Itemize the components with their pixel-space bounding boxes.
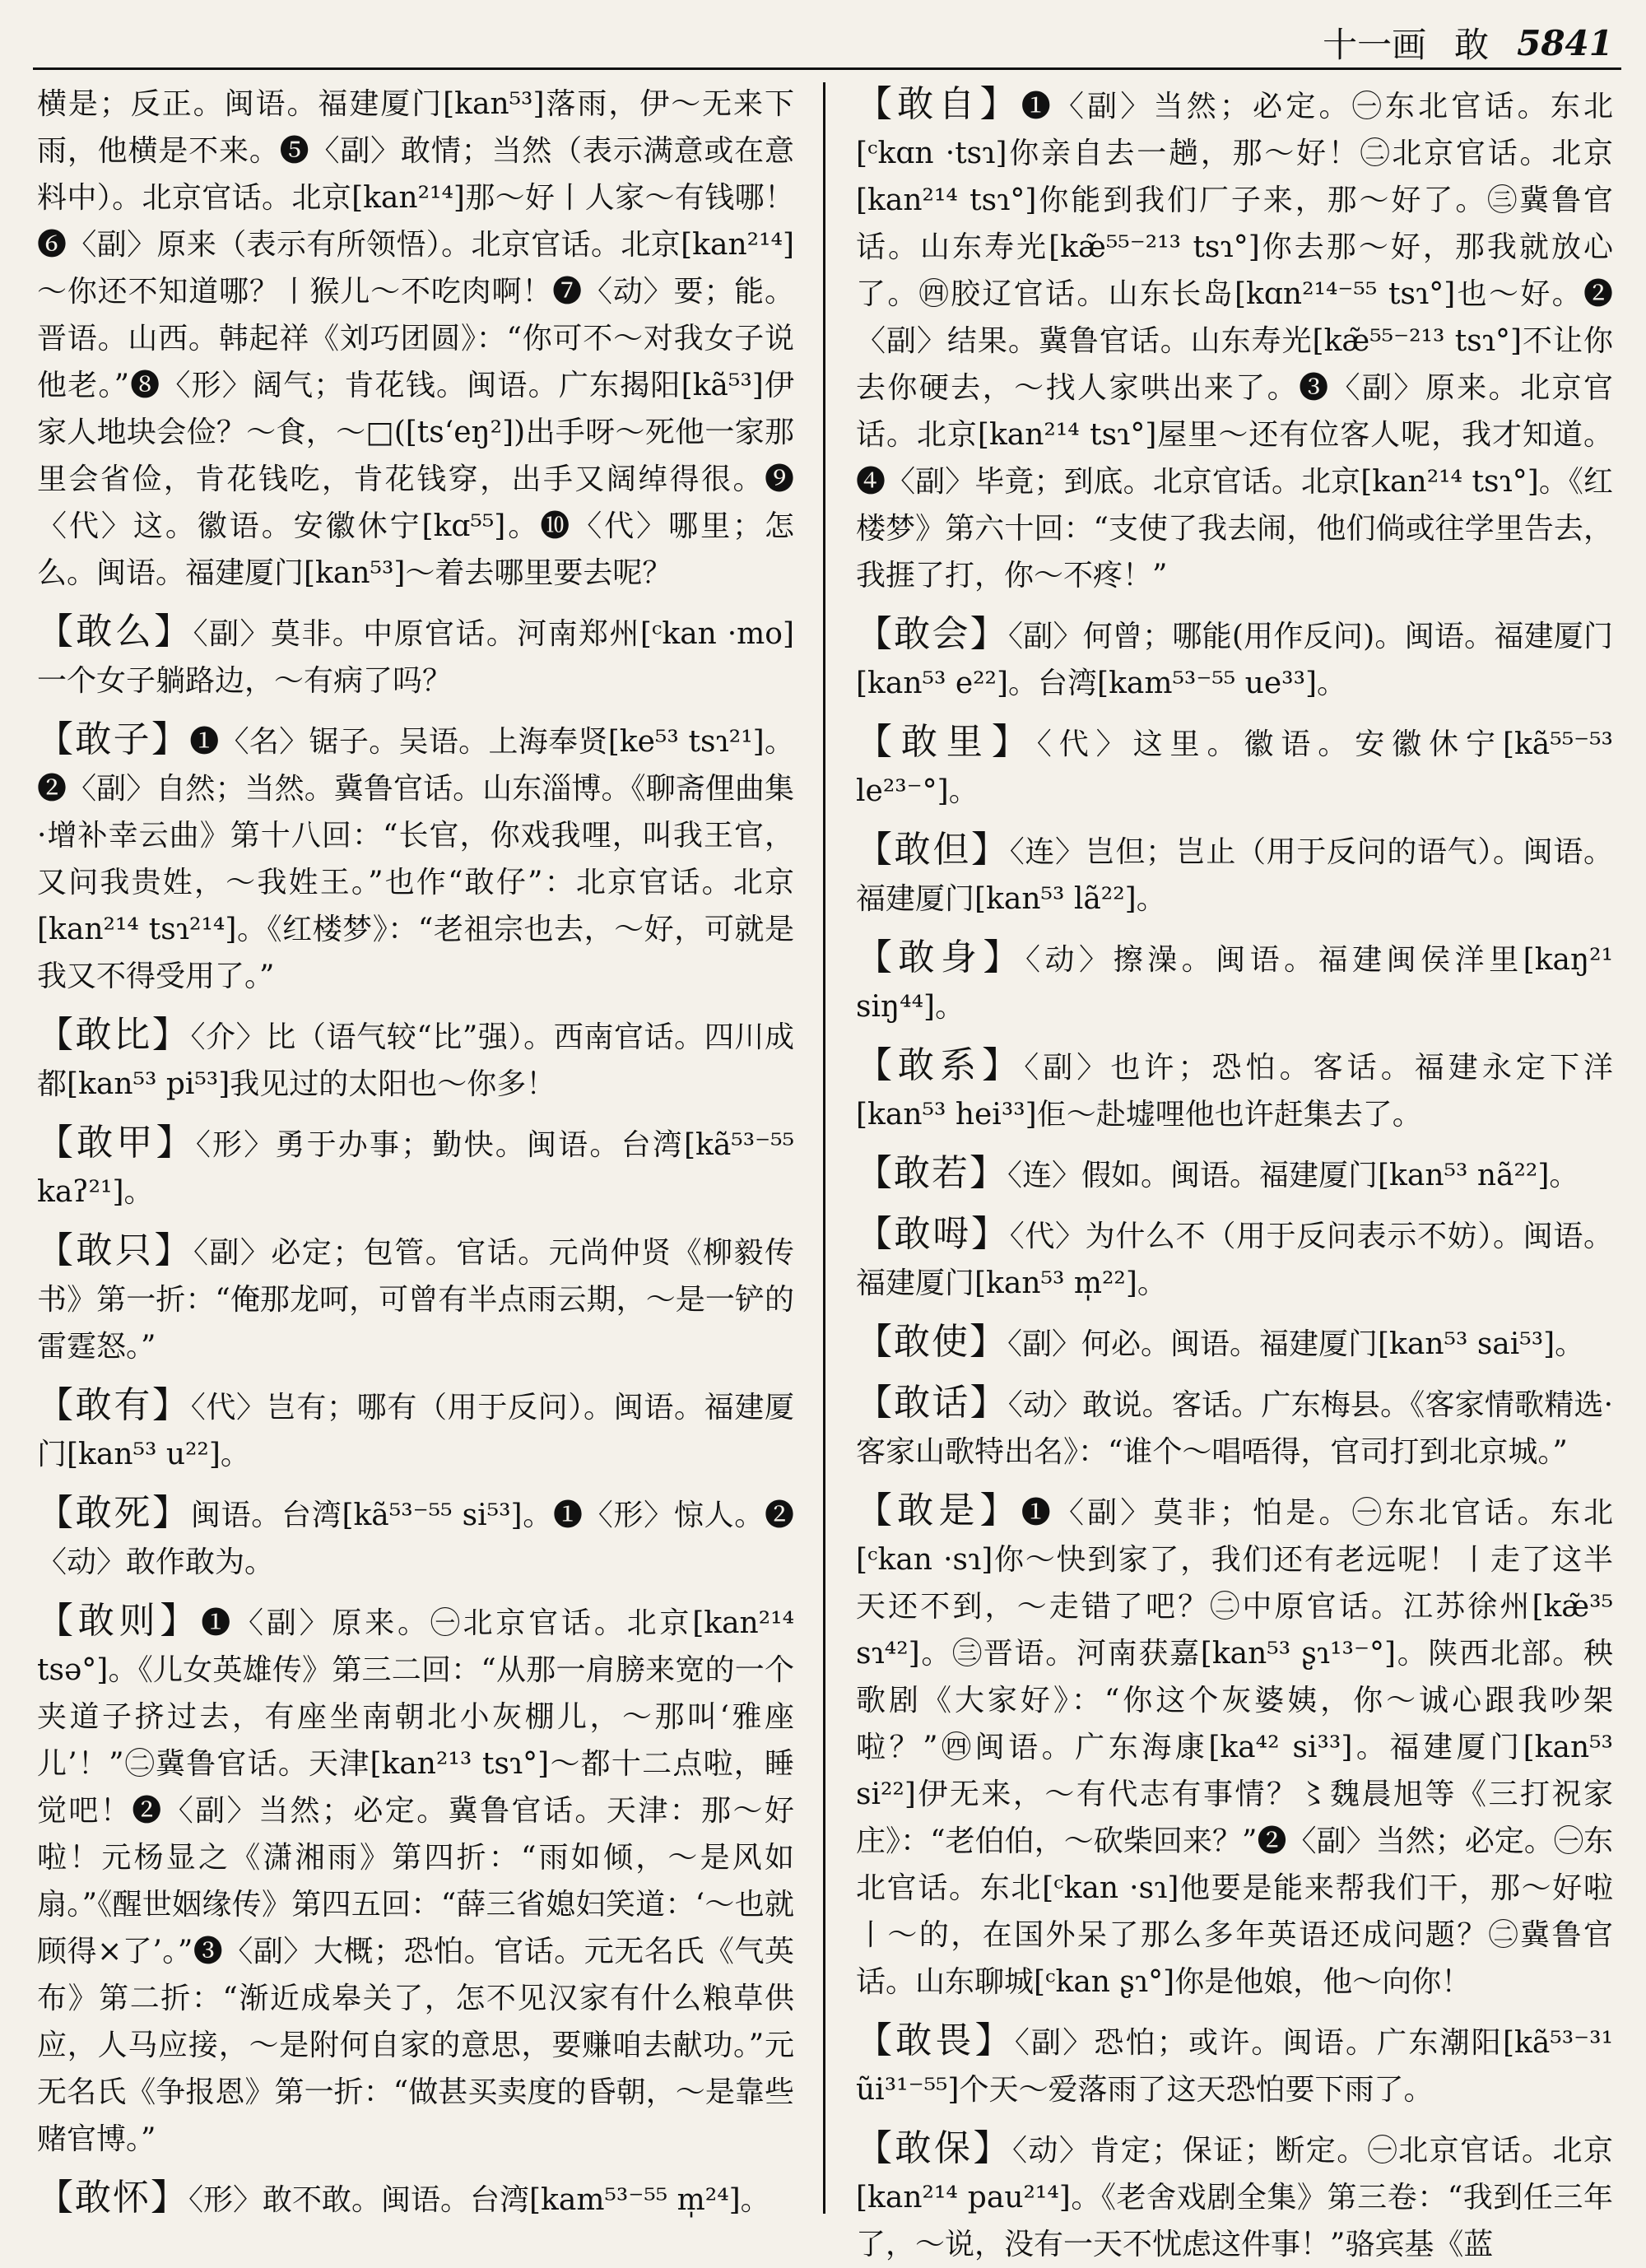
entry-definition: 〈形〉敢不敢。闽语。台湾[kam⁵³⁻⁵⁵ m̩²⁴]。 xyxy=(188,2183,770,2217)
entry-definition: 〈副〉莫非。中原官话。河南郑州[ᶜkan ·mo]一个女子躺路边，～有病了吗？ xyxy=(37,617,795,698)
entry-definition: 〈副〉何必。闽语。福建厦门[kan⁵³ sai⁵³]。 xyxy=(1007,1327,1585,1361)
dictionary-entry: 【敢里】〈代〉这里。徽语。安徽休宁[kã⁵⁵⁻⁵³ le²³⁻°]。 xyxy=(856,721,1613,808)
entry-definition: 闽语。台湾[kã⁵³⁻⁵⁵ si⁵³]。❶〈形〉惊人。❷〈动〉敢作敢为。 xyxy=(37,1499,794,1579)
dictionary-entry: 【敢只】〈副〉必定；包管。官话。元尚仲贤《柳毅传书》第一折：“俺那龙呵，可曾有半点雨云期，～是一铲的雷霆怒。” xyxy=(37,1229,795,1364)
entry-headword: 敢比 xyxy=(75,1014,152,1056)
entry-headword: 敢会 xyxy=(894,613,970,655)
entry-headword: 敢是 xyxy=(897,1490,980,1531)
entry-headword: 敢呣 xyxy=(894,1213,972,1255)
dictionary-entry: 【敢有】〈代〉岂有；哪有（用于反问）。闽语。福建厦门[kan⁵³ u²²]。 xyxy=(37,1384,795,1471)
header-rule xyxy=(33,67,1621,70)
left-entry-list xyxy=(37,608,794,2224)
entry-headword: 敢只 xyxy=(76,1229,155,1271)
entry-definition: 〈副〉恐怕；或许。闽语。广东潮阳[kã⁵³⁻³¹ ũi³¹⁻⁵⁵]个天～爱落雨了这天恐怕要下雨了。 xyxy=(856,2026,1614,2107)
right-column xyxy=(856,81,1614,2261)
entry-definition: 〈连〉假如。闽语。福建厦门[kan⁵³ nã²²]。 xyxy=(1007,1159,1579,1192)
dictionary-entry: 【敢则】❶〈副〉原来。㊀北京官话。北京[kan²¹⁴ tsə°]。《儿女英雄传》第三二回：“从那一肩膀来宽的一个夹道子挤过去，有座坐南朝北小灰棚儿，～那叫‘雅座儿’！”㊁冀鲁官话。天津[kan²¹³ tsɿ°]～都十二点啦，睡觉吧！❷〈副〉当然；必定。冀鲁官话。天津：那～好啦！元杨显之《潇湘雨》第四折：“雨如倾，～是风如扇。”《醒世姻缘传》第四五回：“薛三省媳妇笑道：‘～也就顾得×了’。”❸〈副〉大概；恐怕。官话。元无名氏《气英布》第二折：“渐近成皋关了，怎不见汉家有什么粮草供应，人马应接，～是附何自家的意思，要赚咱去献功。”元无名氏《争报恩》第一折：“做甚买卖度的昏朝，～是靠些赌官博。” xyxy=(37,1600,795,2156)
dictionary-entry: 【敢死】闽语。台湾[kã⁵³⁻⁵⁵ si⁵³]。❶〈形〉惊人。❷〈动〉敢作敢为。 xyxy=(37,1492,794,1579)
dictionary-entry: 【敢但】〈连〉岂但；岂止（用于反问的语气）。闽语。福建厦门[kan⁵³ lã²²]。 xyxy=(856,829,1614,916)
dictionary-entry: 【敢会】〈副〉何曾；哪能(用作反问)。闽语。福建厦门[kan⁵³ e²²]。台湾[kam⁵³⁻⁵⁵ ue³³]。 xyxy=(856,613,1614,700)
entry-headword: 敢但 xyxy=(894,829,972,871)
entry-definition: 〈代〉这里。徽语。安徽休宁[kã⁵⁵⁻⁵³ le²³⁻°]。 xyxy=(856,727,1613,808)
dictionary-entry: 【敢比】〈介〉比（语气较“比”强）。西南官话。四川成都[kan⁵³ pi⁵³]我见过的太阳也～你多！ xyxy=(37,1014,795,1101)
entry-headword: 敢子 xyxy=(75,718,151,760)
entry-definition: ❶〈副〉当然；必定。㊀东北官话。东北[ᶜkɑn ·tsɿ]你亲自去一趟，那～好！㊁北京官话。北京[kan²¹⁴ tsɿ°]你能到我们厂子来，那～好了。㊂冀鲁官话。山东寿光[kæ̃⁵⁵⁻²¹³ tsɿ°]你去那～好，那我就放心了。㊃胶辽官话。山东长岛[kɑn²¹⁴⁻⁵⁵ tsɿ°]也～好。❷〈副〉结果。冀鲁官话。山东寿光[kæ̃⁵⁵⁻²¹³ tsɿ°]不让你去你硬去，～找人家哄出来了。❸〈副〉原来。北京官话。北京[kan²¹⁴ tsɿ°]屋里～还有位客人呢，我才知道。❹〈副〉毕竟；到底。北京官话。北京[kan²¹⁴ tsɿ°]。《红楼梦》第六十回：“支使了我去闹，他们倘或往学里告去，我捱了打，你～不疼！” xyxy=(856,90,1614,593)
dictionary-entry: 【敢系】〈副〉也许；恐怕。客话。福建永定下洋[kan⁵³ hei³³]佢～赴墟哩他也许赶集去了。 xyxy=(856,1044,1613,1132)
dictionary-entry: 【敢自】❶〈副〉当然；必定。㊀东北官话。东北[ᶜkɑn ·tsɿ]你亲自去一趟，那～好！㊁北京官话。北京[kan²¹⁴ tsɿ°]你能到我们厂子来，那～好了。㊂冀鲁官话。山东寿光[kæ̃⁵⁵⁻²¹³ tsɿ°]你去那～好，那我就放心了。㊃胶辽官话。山东长岛[kɑn²¹⁴⁻⁵⁵ tsɿ°]也～好。❷〈副〉结果。冀鲁官话。山东寿光[kæ̃⁵⁵⁻²¹³ tsɿ°]不让你去你硬去，～找人家哄出来了。❸〈副〉原来。北京官话。北京[kan²¹⁴ tsɿ°]屋里～还有位客人呢，我才知道。❹〈副〉毕竟；到底。北京官话。北京[kan²¹⁴ tsɿ°]。《红楼梦》第六十回：“支使了我去闹，他们倘或往学里告去，我捱了打，你～不疼！” xyxy=(856,83,1614,593)
dictionary-entry: 【敢甲】〈形〉勇于办事；勤快。闽语。台湾[kã⁵³⁻⁵⁵ kaʔ²¹]。 xyxy=(37,1122,795,1209)
entry-headword: 敢甲 xyxy=(77,1122,156,1164)
right-entry-list xyxy=(856,81,1613,2268)
page-number: 5841 xyxy=(1517,22,1613,63)
dictionary-entry: 【敢子】❶〈名〉锯子。吴语。上海奉贤[ke⁵³ tsɿ²¹]。❷〈副〉自然；当然。冀鲁官话。山东淄博。《聊斋俚曲集·增补幸云曲》第十八回：“长官，你戏我哩，叫我王官，又问我贵姓，～我姓王。”也作“敢仔”：北京官话。北京[kan²¹⁴ tsɿ²¹⁴]。《红楼梦》：“老祖宗也去，～好，可就是我又不得受用了。” xyxy=(37,718,795,993)
dictionary-entry: 【敢是】❶〈副〉莫非；怕是。㊀东北官话。东北[ᶜkan ·sɿ]你～快到家了，我们还有老远呢！丨走了这半天还不到，～走错了吧？㊁中原官话。江苏徐州[kæ̃³⁵ sɿ⁴²]。㊂晋语。河南获嘉[kan⁵³ ʂɿ¹³⁻°]。陕西北部。秧歌剧《大家好》：“你这个灰婆姨，你～诚心跟我吵架啦？”㊃闽语。广东海康[ka⁴² si³³]。福建厦门[kan⁵³ si²²]伊无来，～有代志有事情？〻魏晨旭等《三打祝家庄》：“老伯伯，～砍柴回来？”❷〈副〉当然；必定。㊀东北官话。东北[ᶜkan ·sɿ]他要是能来帮我们干，那～好啦丨～的，在国外呆了那么多年英语还成问题？㊁冀鲁官话。山东聊城[ᶜkan ʂɿ°]你是他娘，他～向你！ xyxy=(856,1490,1614,1999)
entry-definition: 〈连〉岂但；岂止（用于反问的语气）。闽语。福建厦门[kan⁵³ lã²²]。 xyxy=(856,835,1614,916)
header-char: 敢 xyxy=(1454,25,1490,65)
entry-definition: 〈代〉岂有；哪有（用于反问）。闽语。福建厦门[kan⁵³ u²²]。 xyxy=(37,1391,795,1471)
dictionary-entry: 【敢话】〈动〉敢说。客话。广东梅县。《客家情歌精选·客家山歌特出名》：“谁个～唱唔得，官司打到北京城。” xyxy=(856,1382,1614,1469)
dictionary-entry: 【敢么】〈副〉莫非。中原官话。河南郑州[ᶜkan ·mo]一个女子躺路边，～有病了吗？ xyxy=(37,611,795,698)
page-header xyxy=(1218,18,1613,67)
dictionary-entry: 【敢保】〈动〉肯定；保证；断定。㊀北京官话。北京[kan²¹⁴ pau²¹⁴]。《老舍戏剧全集》第三卷：“我到任三年了，～说，没有一天不忧虑这件事！”骆宾基《蓝 xyxy=(856,2127,1614,2261)
entry-headword: 敢则 xyxy=(77,1600,160,1642)
dictionary-entry: 【敢身】〈动〉擦澡。闽语。福建闽侯洋里[kaŋ²¹ siŋ⁴⁴]。 xyxy=(856,936,1614,1024)
entry-definition: ❶〈名〉锯子。吴语。上海奉贤[ke⁵³ tsɿ²¹]。❷〈副〉自然；当然。冀鲁官话。山东淄博。《聊斋俚曲集·增补幸云曲》第十八回：“长官，你戏我哩，叫我王官，又问我贵姓，～我姓王。”也作“敢仔”：北京官话。北京[kan²¹⁴ tsɿ²¹⁴]。《红楼梦》：“老祖宗也去，～好，可就是我又不得受用了。” xyxy=(37,725,795,993)
dictionary-entry: 【敢怀】〈形〉敢不敢。闽语。台湾[kam⁵³⁻⁵⁵ m̩²⁴]。 xyxy=(37,2177,770,2219)
entry-headword: 敢系 xyxy=(898,1044,983,1086)
entry-headword: 敢畏 xyxy=(895,2019,975,2061)
entry-definition: 〈介〉比（语气较“比”强）。西南官话。四川成都[kan⁵³ pi⁵³]我见过的太阳也～你多！ xyxy=(37,1020,795,1101)
dictionary-entry: 【敢使】〈副〉何必。闽语。福建厦门[kan⁵³ sai⁵³]。 xyxy=(856,1321,1585,1363)
left-column xyxy=(37,81,795,2219)
entry-headword: 敢话 xyxy=(894,1382,970,1424)
entry-definition: 〈副〉必定；包管。官话。元尚仲贤《柳毅传书》第一折：“俺那龙呵，可曾有半点雨云期，～是一铲的雷霆怒。” xyxy=(37,1236,795,1364)
entry-headword: 敢身 xyxy=(898,936,983,978)
entry-definition: 〈副〉也许；恐怕。客话。福建永定下洋[kan⁵³ hei³³]佢～赴墟哩他也许赶集去了。 xyxy=(856,1051,1613,1132)
entry-definition: 〈动〉擦澡。闽语。福建闽侯洋里[kaŋ²¹ siŋ⁴⁴]。 xyxy=(856,943,1614,1024)
entry-definition: 〈动〉敢说。客话。广东梅县。《客家情歌精选·客家山歌特出名》：“谁个～唱唔得，官司打到北京城。” xyxy=(856,1388,1614,1469)
entry-headword: 敢保 xyxy=(895,2127,974,2169)
entry-headword: 敢自 xyxy=(897,83,980,125)
entry-headword: 敢么 xyxy=(76,611,155,653)
dictionary-entry: 【敢畏】〈副〉恐怕；或许。闽语。广东潮阳[kã⁵³⁻³¹ ũi³¹⁻⁵⁵]个天～爱落雨了这天恐怕要下雨了。 xyxy=(856,2019,1614,2107)
entry-headword: 敢若 xyxy=(894,1152,969,1194)
entry-definition: 〈代〉为什么不（用于反问表示不妨）。闽语。福建厦门[kan⁵³ m̩²²]。 xyxy=(856,1220,1614,1300)
entry-headword: 敢使 xyxy=(894,1321,969,1363)
entry-headword: 敢里 xyxy=(900,721,992,763)
dictionary-entry: 【敢若】〈连〉假如。闽语。福建厦门[kan⁵³ nã²²]。 xyxy=(856,1152,1579,1194)
entry-headword: 敢死 xyxy=(75,1492,153,1534)
dictionary-entry: 【敢呣】〈代〉为什么不（用于反问表示不妨）。闽语。福建厦门[kan⁵³ m̩²²]。 xyxy=(856,1213,1614,1300)
entry-headword: 敢怀 xyxy=(75,2177,151,2219)
entry-definition: 〈动〉肯定；保证；断定。㊀北京官话。北京[kan²¹⁴ pau²¹⁴]。《老舍戏剧全集》第三卷：“我到任三年了，～说，没有一天不忧虑这件事！”骆宾基《蓝 xyxy=(856,2134,1614,2261)
entry-definition: 〈副〉何曾；哪能(用作反问)。闽语。福建厦门[kan⁵³ e²²]。台湾[kam⁵³⁻⁵⁵ ue³³]。 xyxy=(856,620,1614,700)
section-label: 十一画 xyxy=(1323,25,1427,65)
column-divider xyxy=(823,82,825,2214)
entry-definition: 〈形〉勇于办事；勤快。闽语。台湾[kã⁵³⁻⁵⁵ kaʔ²¹]。 xyxy=(37,1128,795,1209)
entry-definition: ❶〈副〉原来。㊀北京官话。北京[kan²¹⁴ tsə°]。《儿女英雄传》第三二回：“从那一肩膀来宽的一个夹道子挤过去，有座坐南朝北小灰棚儿，～那叫‘雅座儿’！”㊁冀鲁官话。天津[kan²¹³ tsɿ°]～都十二点啦，睡觉吧！❷〈副〉当然；必定。冀鲁官话。天津：那～好啦！元杨显之《潇湘雨》第四折：“雨如倾，～是风如扇。”《醒世姻缘传》第四五回：“薛三省媳妇笑道：‘～也就顾得×了’。”❸〈副〉大概；恐怕。官话。元无名氏《气英布》第二折：“渐近成皋关了，怎不见汉家有什么粮草供应，人马应接，～是附何自家的意思，要赚咱去献功。”元无名氏《争报恩》第一折：“做甚买卖度的昏朝，～是靠些赌官博。” xyxy=(37,1606,795,2156)
entry-definition: ❶〈副〉莫非；怕是。㊀东北官话。东北[ᶜkan ·sɿ]你～快到家了，我们还有老远呢！丨走了这半天还不到，～走错了吧？㊁中原官话。江苏徐州[kæ̃³⁵ sɿ⁴²]。㊂晋语。河南获嘉[kan⁵³ ʂɿ¹³⁻°]。陕西北部。秧歌剧《大家好》：“你这个灰婆姨，你～诚心跟我吵架啦？”㊃闽语。广东海康[ka⁴² si³³]。福建厦门[kan⁵³ si²²]伊无来，～有代志有事情？〻魏晨旭等《三打祝家庄》：“老伯伯，～砍柴回来？”❷〈副〉当然；必定。㊀东北官话。东北[ᶜkan ·sɿ]他要是能来帮我们干，那～好啦丨～的，在国外呆了那么多年英语还成问题？㊁冀鲁官话。山东聊城[ᶜkan ʂɿ°]你是他娘，他～向你！ xyxy=(856,1496,1614,1999)
entry-headword: 敢有 xyxy=(75,1384,153,1426)
continued-entry-text: 横是；反正。闽语。福建厦门[kan⁵³]落雨，伊～无来下雨，他横是不来。❺〈副〉敢情；当然（表示满意或在意料中）。北京官话。北京[kan²¹⁴]那～好丨人家～有钱哪！❻〈副〉原来（表示有所领悟）。北京官话。北京[kan²¹⁴]～你还不知道哪？丨猴儿～不吃肉啊！❼〈动〉要；能。晋语。山西。韩起祥《刘巧团圆》：“你可不～对我女子说他老。”❽〈形〉阔气；肯花钱。闽语。广东揭阳[kã⁵³]伊家人地块会俭？～食，～□([tsʻeŋ²])出手呀～死他一家那里会省俭，肯花钱吃，肯花钱穿，出手又阔绰得很。❾〈代〉这。徽语。安徽休宁[kɑ⁵⁵]。❿〈代〉哪里；怎么。闽语。福建厦门[kan⁵³]～着去哪里要去呢？ xyxy=(37,87,794,590)
